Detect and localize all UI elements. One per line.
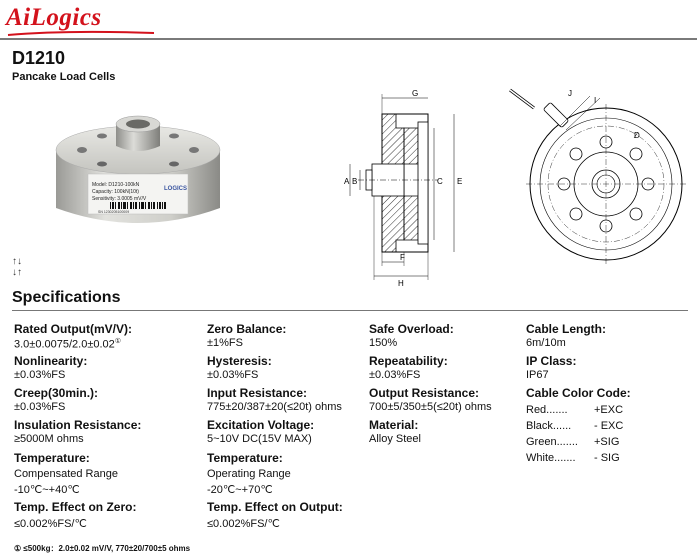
- insulation-value: ≥5000M ohms: [14, 433, 84, 445]
- output-resistance-value: 700±5/350±5(≤20t) ohms: [369, 401, 492, 413]
- cable-color-row: [526, 436, 619, 448]
- material-value: Alloy Steel: [369, 433, 421, 445]
- input-resistance-label: Input Resistance:: [207, 386, 308, 400]
- temp-effect-output-label: Temp. Effect on Output:: [207, 500, 343, 514]
- insulation-label: Insulation Resistance:: [14, 418, 142, 432]
- cable-color-name: White.......: [526, 452, 576, 464]
- cable-length-label: Cable Length:: [526, 322, 606, 336]
- nonlinearity-label: Nonlinearity:: [14, 354, 88, 368]
- nav-arrows-line-1: ↑↓: [12, 256, 22, 267]
- header-divider: [0, 38, 697, 40]
- photo-serial: SN 1230205100009: [98, 210, 130, 214]
- product-model: D1210: [12, 48, 66, 68]
- dim-label-f: F: [400, 253, 405, 262]
- cable-color-signal: - SIG: [594, 452, 620, 464]
- nonlinearity-value: ±0.03%FS: [14, 369, 66, 381]
- cable-color-label: Cable Color Code:: [526, 386, 631, 400]
- zero-balance-value: ±1%FS: [207, 337, 243, 349]
- dim-label-d: D: [634, 131, 640, 140]
- side-section-view: [344, 89, 462, 286]
- temperature-comp-range-label: Compensated Range: [14, 468, 118, 480]
- photo-label-logo: LOGICS: [164, 186, 188, 192]
- dim-label-b: B: [352, 177, 358, 186]
- safe-overload-label: Safe Overload:: [369, 322, 454, 336]
- nav-arrows-line-2: ↓↑: [12, 267, 22, 278]
- logo-swoosh-icon: [6, 30, 156, 38]
- cable-color-name: Green.......: [526, 436, 578, 448]
- cable-color-row: [526, 420, 623, 432]
- safe-overload-value: 150%: [369, 337, 398, 349]
- dim-label-c: C: [437, 177, 443, 186]
- cable-color-signal: - EXC: [594, 420, 624, 432]
- material-label: Material:: [369, 418, 419, 432]
- temp-effect-output-value: ≤0.002%FS/℃: [207, 518, 280, 530]
- specs-title: Specifications: [12, 289, 121, 306]
- hysteresis-value: ±0.03%FS: [207, 369, 259, 381]
- dim-label-g: G: [412, 89, 419, 98]
- cable-color-signal: +SIG: [594, 436, 620, 448]
- output-resistance-label: Output Resistance:: [369, 386, 480, 400]
- temperature-comp-label: Temperature:: [14, 451, 90, 465]
- ip-class-value: IP67: [526, 369, 549, 381]
- rated-output-number: 3.0±0.0075/2.0±0.02: [14, 338, 115, 351]
- dim-label-h: H: [398, 279, 404, 286]
- temp-effect-zero-label: Temp. Effect on Zero:: [14, 500, 137, 514]
- rated-output-label: Rated Output(mV/V):: [14, 322, 132, 336]
- photo-label-line-3: Sensitivity: 3.0005 mV/V: [92, 196, 147, 202]
- rated-output-footnote-mark: ①: [114, 338, 122, 345]
- dim-label-i: I: [594, 96, 597, 105]
- product-photo: [52, 110, 224, 238]
- dim-label-j: J: [568, 89, 572, 98]
- repeatability-value: ±0.03%FS: [369, 369, 421, 381]
- cable-color-row: [526, 404, 623, 416]
- input-resistance-value: 775±20/387±20(≤20t) ohms: [207, 401, 342, 413]
- cable-color-signal: +EXC: [594, 404, 624, 416]
- photo-label-line-1: Model: D1210-100kN: [92, 182, 140, 188]
- excitation-value: 5~10V DC(15V MAX): [207, 433, 312, 445]
- hysteresis-label: Hysteresis:: [207, 354, 272, 368]
- repeatability-label: Repeatability:: [369, 354, 448, 368]
- brand-logo: AiLogics: [6, 4, 102, 31]
- technical-drawing: [338, 86, 697, 286]
- cable-color-name: Red.......: [526, 404, 568, 416]
- excitation-label: Excitation Voltage:: [207, 418, 315, 432]
- rated-output-value: [14, 337, 121, 351]
- creep-value: ±0.03%FS: [14, 401, 66, 413]
- nav-arrows: [12, 256, 22, 278]
- cable-length-value: 6m/10m: [526, 337, 566, 349]
- temperature-op-label: Temperature:: [207, 451, 283, 465]
- dim-label-a: A: [344, 177, 350, 186]
- temp-effect-zero-value: ≤0.002%FS/℃: [14, 518, 87, 530]
- ip-class-label: IP Class:: [526, 354, 577, 368]
- photo-label-line-2: Capacity: 100kN(10t): [92, 189, 139, 195]
- temperature-comp-range-value: -10℃~+40℃: [14, 484, 80, 496]
- cable-color-row: [526, 452, 620, 464]
- creep-label: Creep(30min.):: [14, 386, 99, 400]
- cable-color-name: Black......: [526, 420, 572, 432]
- footnote: ① ≤500kg：2.0±0.02 mV/V, 770±20/700±5 ohms: [14, 544, 191, 553]
- dim-label-e: E: [457, 177, 463, 186]
- temperature-op-range-value: -20℃~+70℃: [207, 484, 273, 496]
- temperature-op-range-label: Operating Range: [207, 468, 291, 480]
- product-subtitle: Pancake Load Cells: [12, 71, 116, 83]
- top-view: [510, 89, 686, 264]
- zero-balance-label: Zero Balance:: [207, 322, 287, 336]
- specs-divider: [12, 310, 688, 311]
